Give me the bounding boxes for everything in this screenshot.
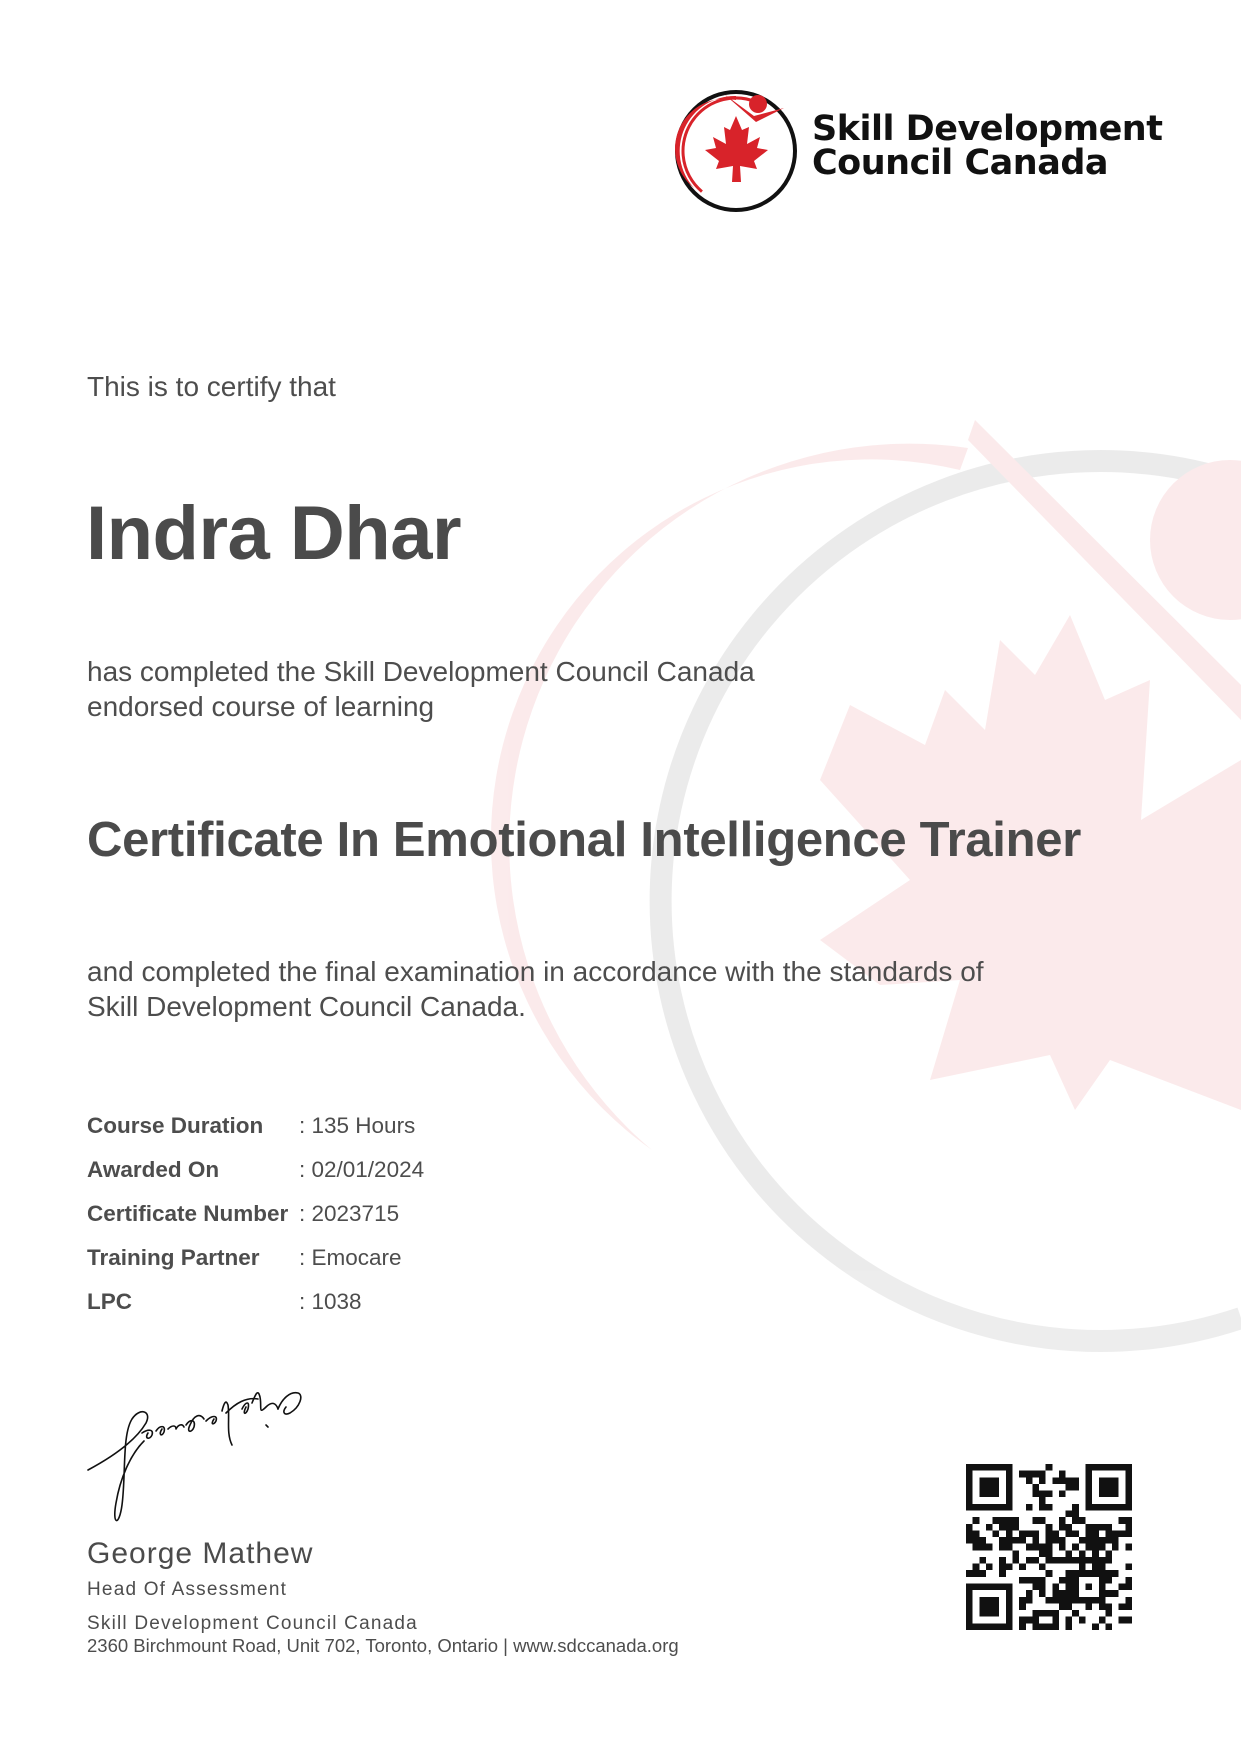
exam-line-2: Skill Development Council Canada. [87,991,526,1022]
detail-value: : 135 Hours [299,1113,416,1138]
detail-label: Course Duration [87,1113,264,1138]
qr-code-icon [966,1464,1132,1630]
signer-name: George Mathew [87,1537,314,1570]
exam-line-1: and completed the final examination in accordance with the standards of [87,956,984,987]
logo-line-2: Council Canada [812,143,1109,183]
course-title: Certificate In Emotional Intelligence Trainer [87,813,1081,867]
organization-address: 2360 Birchmount Road, Unit 702, Toronto, Ontario | www.sdccanada.org [87,1635,679,1656]
completion-statement [87,654,887,724]
signature-image [86,1385,336,1530]
organization-name: Skill Development Council Canada [87,1613,418,1634]
completion-line-1: has completed the Skill Development Council Canada [87,656,755,687]
sdcc-logo [672,86,1163,216]
detail-value: : 2023715 [299,1201,400,1226]
detail-label: Training Partner [87,1245,260,1270]
maple-leaf-logo-icon [672,86,802,216]
detail-value: : 02/01/2024 [299,1157,425,1182]
exam-statement [87,954,1087,1024]
certify-intro: This is to certify that [87,371,336,402]
detail-label: LPC [87,1289,132,1314]
detail-label: Awarded On [87,1157,220,1182]
signer-title: Head Of Assessment [87,1579,288,1600]
completion-line-2: endorsed course of learning [87,691,435,722]
detail-value: : 1038 [299,1289,362,1314]
detail-label: Certificate Number [87,1201,289,1226]
recipient-name: Indra Dhar [86,491,462,576]
detail-value: : Emocare [299,1245,402,1270]
logo-line-1: Skill Development [812,109,1163,149]
